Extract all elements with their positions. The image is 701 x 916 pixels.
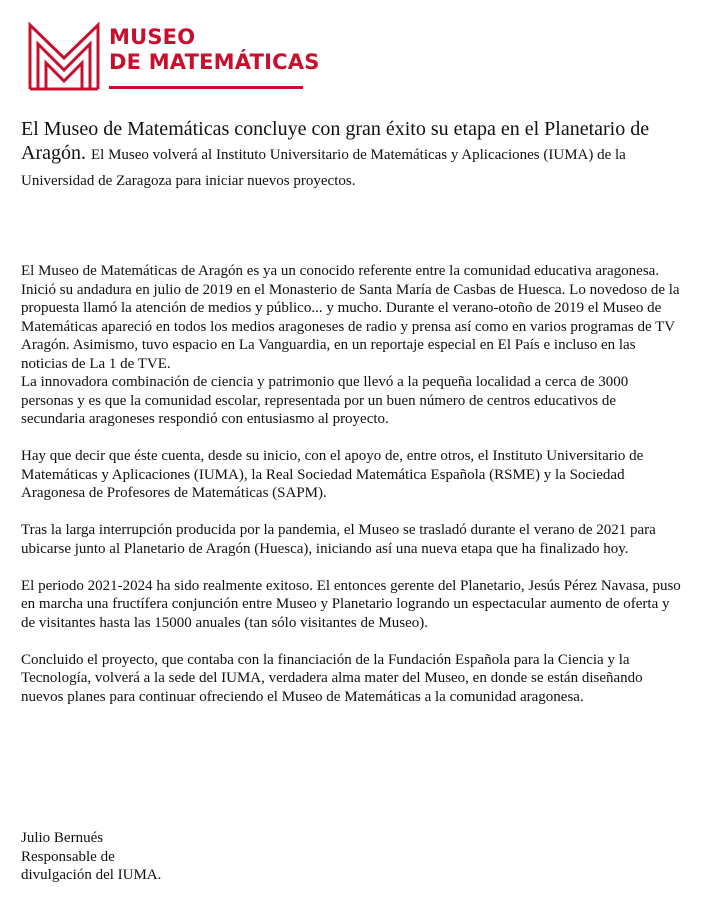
logo-wordmark [109,25,320,75]
paragraph-3: Tras la larga interrupción producida por la pandemia, el Museo se trasladó durante el verano de 2021 para ubicarse junto al Planetario de Aragón (Huesca), iniciando así una nueva etapa que ha finalizado hoy. [21,522,656,557]
paragraph-1 [21,262,683,429]
article-body [21,262,683,725]
museum-logo [27,20,320,92]
paragraph-5: Concluido el proyecto, que contaba con la financiación de la Fundación Española para la Ciencia y la Tecnología, volverá a la sede del IUMA, verdadera alma mater del Museo, en donde se están diseñando nuevos planes para continuar ofreciendo el Museo de Matemáticas a la comunidad aragonesa. [21,651,643,705]
headline-lead: El Museo volverá al Instituto Universitario de Matemáticas y Aplicaciones (IUMA) de la Universidad de Zaragoza para iniciar nuevos proyectos. [21,147,626,189]
logo-line-1: MUSEO [109,25,196,49]
signature-block [21,829,161,885]
museum-m-logo-icon [27,20,101,92]
logo-underline [109,86,303,89]
paragraph-1-part-1: El Museo de Matemáticas de Aragón es ya un conocido referente entre la comunidad educativa aragonesa. Inició su andadura en julio de 2019 en el Monasterio de Santa María de Casbas de Huesca. Lo novedoso de la propuesta llamó la atención de medios y público... y mucho. Durante el verano-otoño de 2019 el Museo de Matemáticas apareció en todos los medios aragoneses de radio y prensa así como en varios programas de TV Aragón. Asimismo, tuvo espacio en La Vanguardia, en un reportaje especial en El País e incluso en las noticias de La 1 de TVE. [21,263,680,372]
headline-title: El Museo de Matemáticas concluye con gran éxito su etapa en el Planetario de Aragón. [21,118,650,164]
paragraph-1-part-2: La innovadora combinación de ciencia y patrimonio que llevó a la pequeña localidad a cerca de 3000 personas y es que la comunidad escolar, representada por un buen número de centros educativos de secundaria aragoneses respondió con entusiasmo al proyecto. [21,374,629,427]
paragraph-2: Hay que decir que éste cuenta, desde su inicio, con el apoyo de, entre otros, el Instituto Universitario de Matemáticas y Aplicaciones (IUMA), la Real Sociedad Matemática Española (RSME) y la Sociedad Aragonesa de Profesores de Matemáticas (SAPM). [21,448,644,501]
article-headline [21,117,681,193]
paragraph-4: El periodo 2021-2024 ha sido realmente exitoso. El entonces gerente del Planetario, Jesús Pérez Navasa, puso en marcha una fructífera conjunción entre Museo y Planetario logrando un espectacular aumento de oferta y de visitantes hasta las 15000 anuales (tan sólo visitantes de Museo). [21,577,681,631]
signature-role-line-2: divulgación del IUMA. [21,867,162,883]
signature-name: Julio Bernués [21,830,104,846]
logo-line-2: DE MATEMÁTICAS [109,50,320,74]
signature-role-line-1: Responsable de [21,848,115,865]
